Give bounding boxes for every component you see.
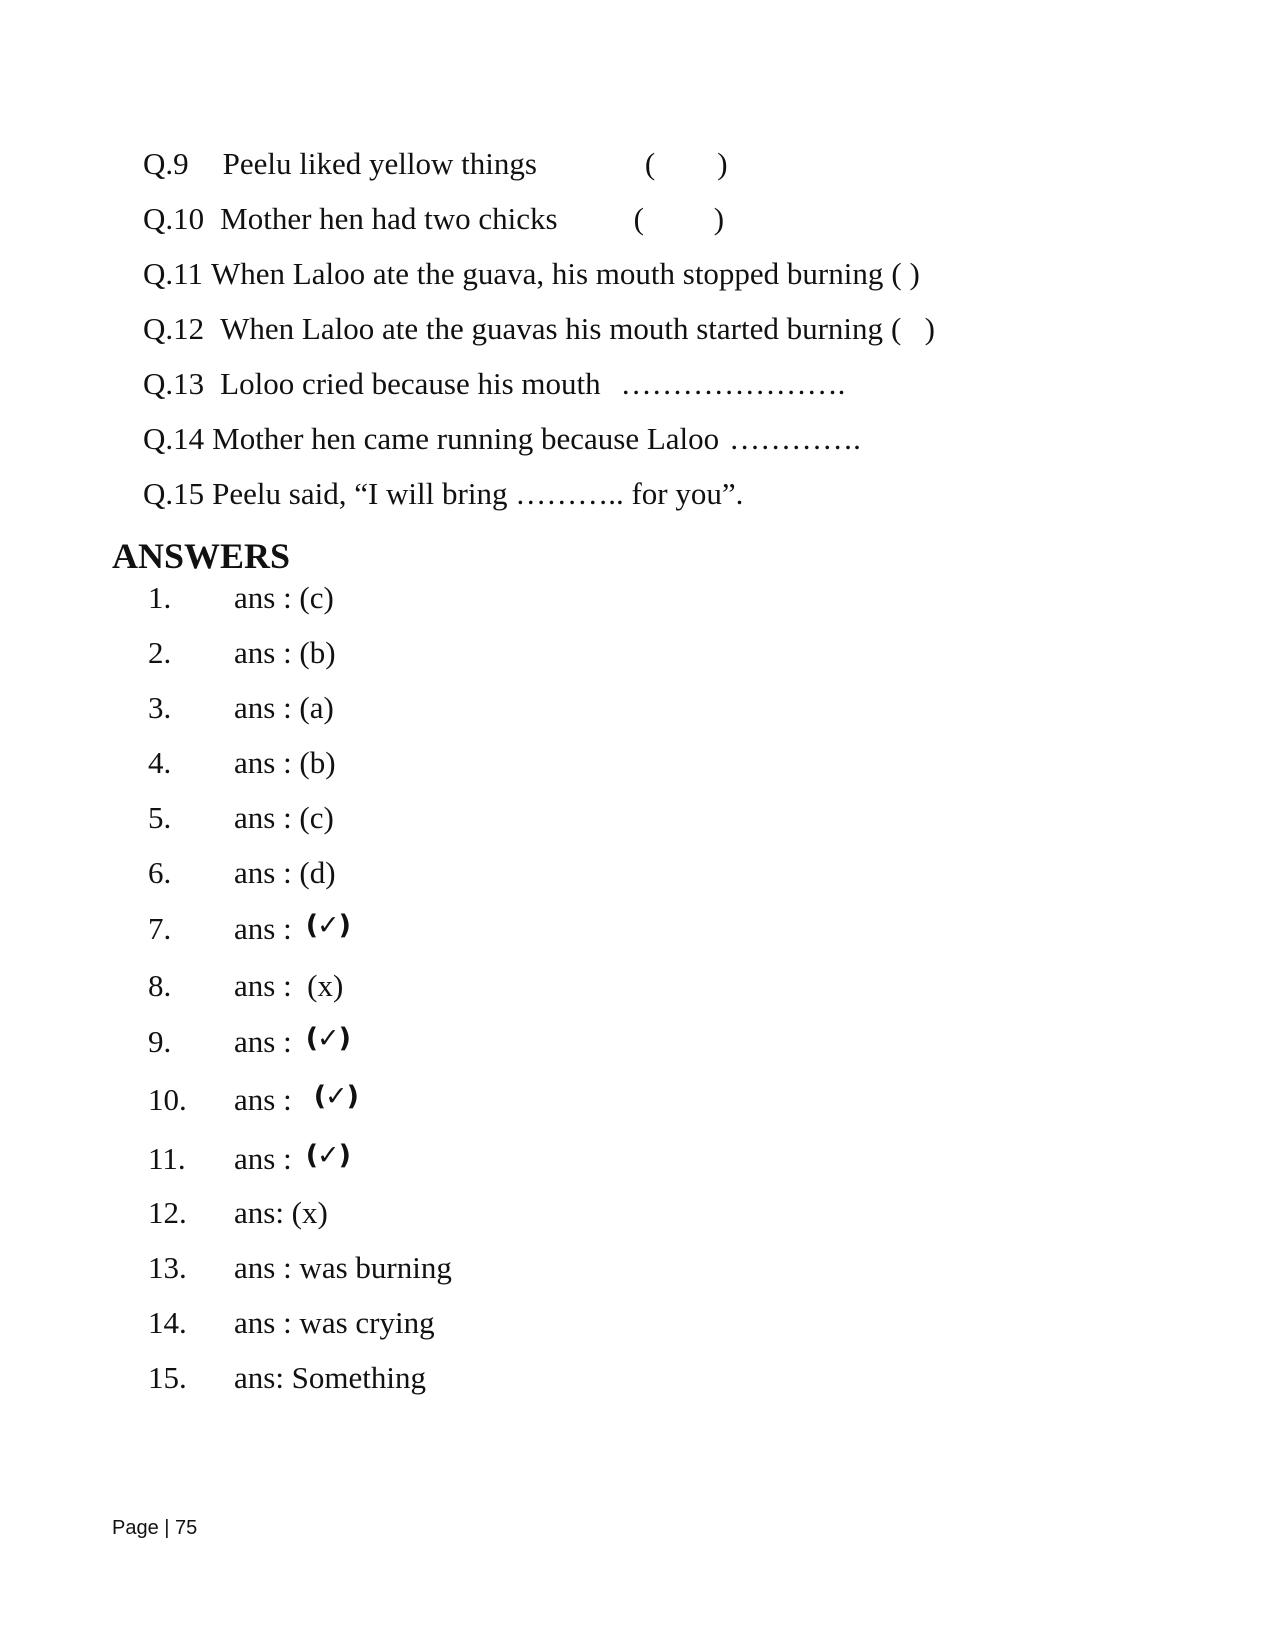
answer-row-9	[0, 1024, 900, 1064]
answer-text: ans: (x)	[234, 1195, 328, 1230]
answer-number: 1.	[148, 580, 172, 615]
answer-blank: ( )	[891, 311, 935, 346]
question-text: Mother hen came running because Laloo	[212, 421, 720, 456]
answer-row-7	[0, 911, 900, 951]
question-text: Loloo cried because his mouth	[220, 366, 601, 401]
answer-text: ans :	[234, 911, 292, 946]
check-mark-icon: (✓)	[305, 1023, 350, 1054]
page-footer	[112, 1516, 197, 1540]
question-number: Q.9	[143, 146, 189, 181]
answer-number: 5.	[148, 800, 172, 835]
answer-blank: ………………….	[620, 366, 846, 401]
answer-text: ans : (b)	[234, 635, 336, 670]
answer-blank: ( )	[891, 256, 920, 291]
answer-text: ans : was crying	[234, 1305, 435, 1340]
answer-row-8	[0, 968, 900, 1008]
question-text: Mother hen had two chicks	[220, 201, 558, 236]
answer-blank: ( )	[644, 146, 728, 181]
answer-number: 4.	[148, 745, 172, 780]
check-mark-icon: (✓)	[305, 1140, 350, 1171]
answers-heading: ANSWERS	[112, 536, 291, 576]
answer-text: ans: Something	[234, 1360, 427, 1395]
answer-number: 7.	[148, 911, 172, 946]
answer-text: ans :	[234, 1141, 292, 1176]
answer-text: ans :	[234, 1024, 292, 1059]
answer-row-14	[0, 1305, 900, 1345]
answer-number: 12.	[148, 1195, 187, 1230]
answer-blank: ………….	[729, 421, 861, 456]
answer-row-1	[0, 580, 900, 620]
question-number: Q.11	[143, 256, 203, 291]
answer-row-6	[0, 855, 900, 895]
answer-number: 11.	[148, 1141, 186, 1176]
answer-blank: ( )	[633, 201, 725, 236]
page-separator: |	[164, 1517, 170, 1539]
answer-text: ans : (c)	[234, 800, 334, 835]
question-text: When Laloo ate the guava, his mouth stopped burning	[211, 256, 884, 291]
answer-text: ans : (c)	[234, 580, 334, 615]
answer-number: 3.	[148, 690, 172, 725]
answer-row-2	[0, 635, 900, 675]
answer-row-13	[0, 1250, 900, 1290]
answer-text: ans : was burning	[234, 1250, 452, 1285]
answer-number: 13.	[148, 1250, 187, 1285]
check-mark-icon: (✓)	[313, 1081, 358, 1112]
answer-row-11	[0, 1141, 900, 1181]
question-number: Q.14	[143, 421, 205, 456]
check-mark-icon: (✓)	[305, 910, 350, 941]
question-number: Q.10	[143, 201, 205, 236]
answer-text: ans :	[234, 1082, 292, 1117]
answer-row-4	[0, 745, 900, 785]
answer-number: 14.	[148, 1305, 187, 1340]
question-text: Peelu said, “I will bring ……….. for you”.	[212, 476, 744, 511]
answer-text: ans : (d)	[234, 855, 336, 890]
question-number: Q.13	[143, 366, 205, 401]
answer-row-10	[0, 1082, 900, 1122]
answer-number: 10.	[148, 1082, 187, 1117]
answer-text: ans : (a)	[234, 690, 334, 725]
page-label: Page	[112, 1517, 159, 1539]
question-text: Peelu liked yellow things	[222, 146, 537, 181]
answer-text: ans : (x)	[234, 968, 344, 1003]
question-text: When Laloo ate the guavas his mouth started burning	[220, 311, 884, 346]
answer-row-15	[0, 1360, 900, 1400]
answer-row-5	[0, 800, 900, 840]
answer-number: 2.	[148, 635, 172, 670]
answer-text: ans : (b)	[234, 745, 336, 780]
page-number: 75	[175, 1517, 198, 1539]
answer-number: 6.	[148, 855, 172, 890]
question-number: Q.12	[143, 311, 205, 346]
question-15	[112, 440, 743, 548]
answer-number: 8.	[148, 968, 172, 1003]
answer-row-3	[0, 690, 900, 730]
question-number: Q.15	[143, 476, 205, 511]
answer-number: 15.	[148, 1360, 187, 1395]
answer-row-12	[0, 1195, 900, 1235]
answer-number: 9.	[148, 1024, 172, 1059]
